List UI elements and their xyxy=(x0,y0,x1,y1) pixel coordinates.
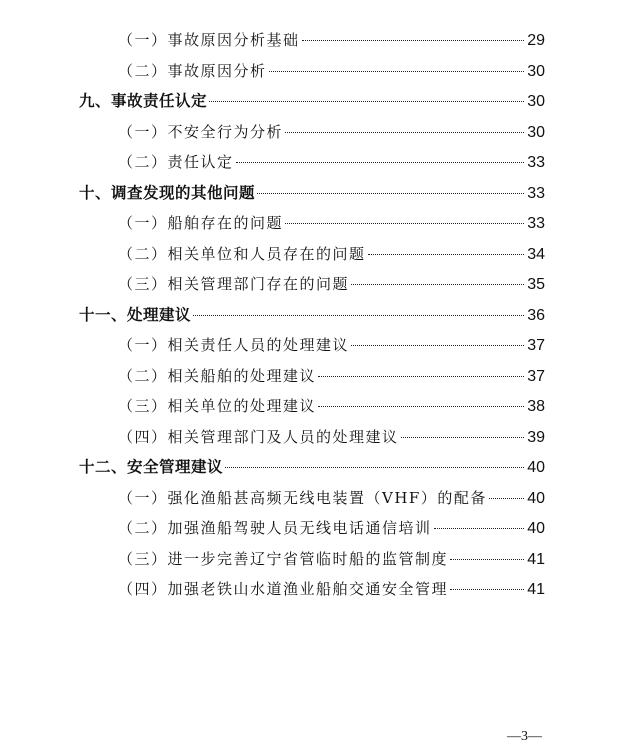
toc-entry[interactable] xyxy=(118,152,545,173)
dot-leader xyxy=(351,345,524,346)
toc-entry-page: 41 xyxy=(527,581,545,598)
toc-entry-page: 33 xyxy=(527,154,545,171)
toc-entry-title: （一）船舶存在的问题 xyxy=(118,214,284,232)
dot-leader xyxy=(236,162,524,163)
dot-leader xyxy=(285,132,524,133)
toc-entry-page: 40 xyxy=(527,520,545,537)
toc-entry-title: （一）强化渔船甚高频无线电装置（VHF）的配备 xyxy=(118,489,487,507)
toc-entry-page: 37 xyxy=(527,337,545,354)
dot-leader xyxy=(368,254,524,255)
toc-entry[interactable] xyxy=(79,305,545,326)
toc-entry-title: 十一、处理建议 xyxy=(79,305,192,324)
toc-entry-page: 33 xyxy=(527,215,545,232)
toc-entry[interactable] xyxy=(79,91,545,112)
dot-leader xyxy=(450,559,524,560)
toc-entry-page: 36 xyxy=(527,307,545,324)
toc-entry-title: 十二、安全管理建议 xyxy=(79,457,224,476)
toc-entry-title: （二）责任认定 xyxy=(118,153,234,171)
toc-entry-title: （三）相关单位的处理建议 xyxy=(118,397,317,415)
toc-entry-page: 30 xyxy=(527,93,545,110)
toc-entry[interactable] xyxy=(79,457,545,478)
toc-entry[interactable] xyxy=(118,335,545,356)
toc-entry[interactable] xyxy=(118,274,545,295)
toc-entry-title: （一）不安全行为分析 xyxy=(118,123,284,141)
dot-leader xyxy=(209,101,524,102)
dot-leader xyxy=(434,528,524,529)
dot-leader xyxy=(193,315,524,316)
toc-entry-page: 38 xyxy=(527,398,545,415)
toc-entry-page: 34 xyxy=(527,246,545,263)
dot-leader xyxy=(302,40,524,41)
toc-entry[interactable] xyxy=(79,183,545,204)
dot-leader xyxy=(351,284,524,285)
toc-entry-page: 33 xyxy=(527,185,545,202)
toc-entry-title: （二）加强渔船驾驶人员无线电话通信培训 xyxy=(118,519,432,537)
dot-leader xyxy=(225,467,524,468)
toc-entry-title: （二）相关船舶的处理建议 xyxy=(118,367,317,385)
toc-entry[interactable] xyxy=(118,30,545,51)
toc-entry-page: 40 xyxy=(527,459,545,476)
toc-entry-title: （四）加强老铁山水道渔业船舶交通安全管理 xyxy=(118,580,449,598)
toc-entry-title: （四）相关管理部门及人员的处理建议 xyxy=(118,428,399,446)
dot-leader xyxy=(318,406,524,407)
toc-entry-title: （二）事故原因分析 xyxy=(118,62,267,80)
toc-entry-page: 40 xyxy=(527,490,545,507)
toc-entry-title: 十、调查发现的其他问题 xyxy=(79,183,256,202)
toc-entry-page: 29 xyxy=(527,32,545,49)
dot-leader xyxy=(489,498,524,499)
toc-entry[interactable] xyxy=(118,61,545,82)
dot-leader xyxy=(285,223,524,224)
toc-entry-page: 35 xyxy=(527,276,545,293)
toc-entry-title: （一）相关责任人员的处理建议 xyxy=(118,336,350,354)
toc-entry[interactable] xyxy=(118,488,545,509)
toc-entry-title: 九、事故责任认定 xyxy=(79,91,208,110)
toc-entry[interactable] xyxy=(118,366,545,387)
toc-entry[interactable] xyxy=(118,122,545,143)
toc-entry-page: 30 xyxy=(527,63,545,80)
dot-leader xyxy=(318,376,524,377)
toc-entry-page: 37 xyxy=(527,368,545,385)
toc-entry[interactable] xyxy=(118,396,545,417)
toc-entry[interactable] xyxy=(118,579,545,600)
toc-entry-title: （二）相关单位和人员存在的问题 xyxy=(118,245,366,263)
toc-entry[interactable] xyxy=(118,244,545,265)
toc-entry-title: （三）进一步完善辽宁省管临时船的监管制度 xyxy=(118,550,449,568)
toc-entry[interactable] xyxy=(118,549,545,570)
toc-entry-page: 30 xyxy=(527,124,545,141)
toc-entry[interactable] xyxy=(118,213,545,234)
toc-entry[interactable] xyxy=(118,518,545,539)
toc-entry-title: （三）相关管理部门存在的问题 xyxy=(118,275,350,293)
dot-leader xyxy=(450,589,524,590)
dot-leader xyxy=(401,437,524,438)
dot-leader xyxy=(269,71,524,72)
page-number: —3— xyxy=(507,729,542,744)
dot-leader xyxy=(257,193,524,194)
toc-entry-title: （一）事故原因分析基础 xyxy=(118,31,300,49)
toc-entry-page: 39 xyxy=(527,429,545,446)
toc-entry[interactable] xyxy=(118,427,545,448)
toc-entry-page: 41 xyxy=(527,551,545,568)
